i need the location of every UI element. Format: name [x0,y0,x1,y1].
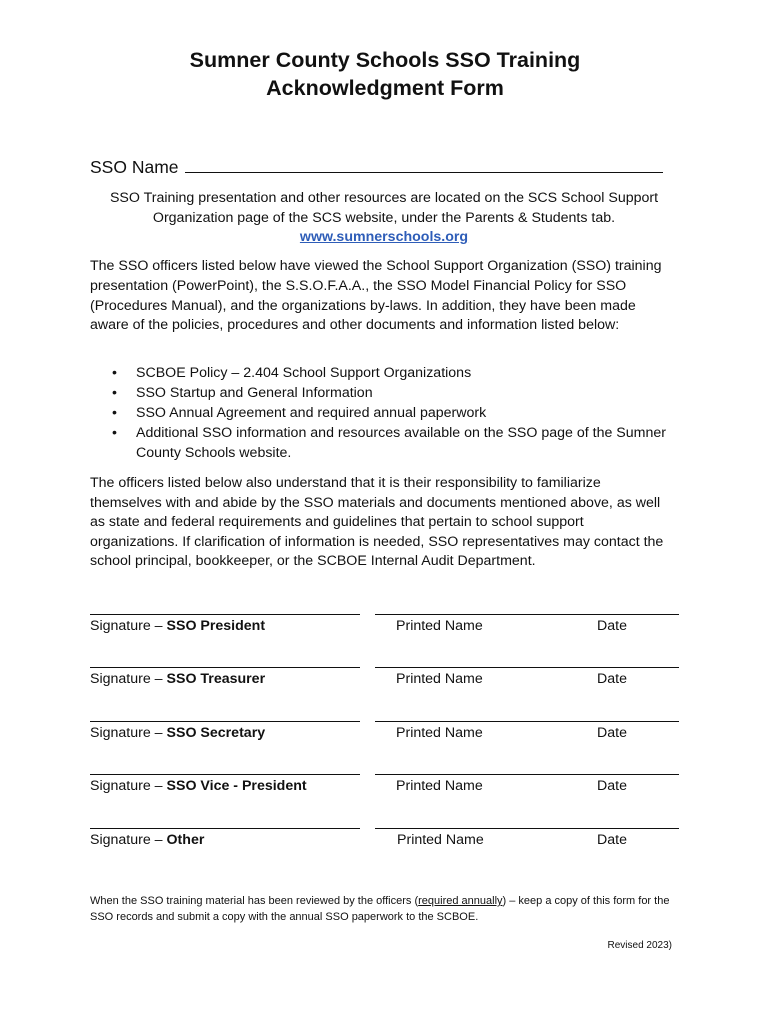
date-label: Date [597,671,627,687]
sso-name-label: SSO Name [90,157,179,177]
signature-line [90,774,360,775]
form-title [0,46,770,102]
sso-name-field [90,154,663,178]
date-label: Date [597,832,627,848]
printed-name-date-line [375,828,679,829]
form-title-line1: Sumner County Schools SSO Training [189,48,581,72]
printed-name-label: Printed Name [397,832,484,848]
signature-label: Signature – SSO Treasurer [90,671,266,687]
signature-row-president [0,614,770,644]
signature-label: Signature – SSO Secretary [90,725,266,741]
materials-list [108,364,668,464]
signature-row-vice-president [0,774,770,804]
signature-label: Signature – SSO Vice - President [90,778,307,794]
intro-paragraph: The SSO officers listed below have viewed the School Support Organization (SSO) training presentation (PowerPoint), the S.S.O.F.A.A., the SSO Model Financial Policy for SSO (Procedures Manual), and the organizations by-laws. In addition, they have been made aware of the policies, procedures and other documents and information listed below: [90,258,662,334]
list-item: • Additional SSO information and resources available on the SSO page of the Sumner County Schools website. [108,424,668,464]
resources-line2: Organization page of the SCS website, under the Parents & Students tab. [152,209,616,226]
signature-row-secretary [0,721,770,751]
signature-label: Signature – SSO President [90,618,266,634]
printed-name-label: Printed Name [396,778,483,794]
printed-name-label: Printed Name [396,725,483,741]
date-label: Date [597,725,627,741]
printed-name-label: Printed Name [396,618,483,634]
printed-name-date-line [375,614,679,615]
signature-role: SSO Treasurer [166,671,266,687]
signature-line [90,721,360,722]
signature-role: SSO Secretary [166,725,266,741]
resources-line1: SSO Training presentation and other resources are located on the SCS School Support [109,190,659,206]
list-item: • SCBOE Policy – 2.404 School Support Organizations [108,364,668,384]
website-link[interactable]: www.sumnerschools.org [299,229,469,245]
sso-name-blank-line [185,154,663,173]
printed-name-date-line [375,667,679,668]
list-item: • SSO Startup and General Information [108,384,668,404]
signature-line [90,667,360,668]
responsibility-paragraph: The officers listed below also understand that it is their responsibility to familiarize themselves with and abide by the SSO materials and documents mentioned above, as well as state and federal requirements and guidelines that pertain to school support organizations. If clarification of information is needed, SSO representatives may contact the school principal, bookkeeper, or the SCBOE Internal Audit Department. [90,475,664,570]
date-label: Date [597,618,627,634]
signature-role: Other [166,832,205,848]
resources-note [88,189,680,248]
printed-name-label: Printed Name [396,671,483,687]
date-label: Date [597,778,627,794]
signature-role: SSO President [166,618,266,634]
signature-row-treasurer [0,667,770,697]
footer-note: When the SSO training material has been reviewed by the officers (required annually) – keep a copy of this form for the SSO records and submit a copy with the annual SSO paperwork to the SCBOE. [90,895,670,923]
signature-line [90,614,360,615]
signature-label: Signature – Other [90,832,205,848]
list-item: • SSO Annual Agreement and required annual paperwork [108,404,668,424]
revised-note: Revised 2023) [607,940,672,951]
signature-line [90,828,360,829]
form-title-line2: Acknowledgment Form [266,76,504,100]
signature-role: SSO Vice - President [166,778,307,794]
printed-name-date-line [375,774,679,775]
signature-row-other [0,828,770,858]
printed-name-date-line [375,721,679,722]
required-annually-text: required annually [418,895,503,907]
